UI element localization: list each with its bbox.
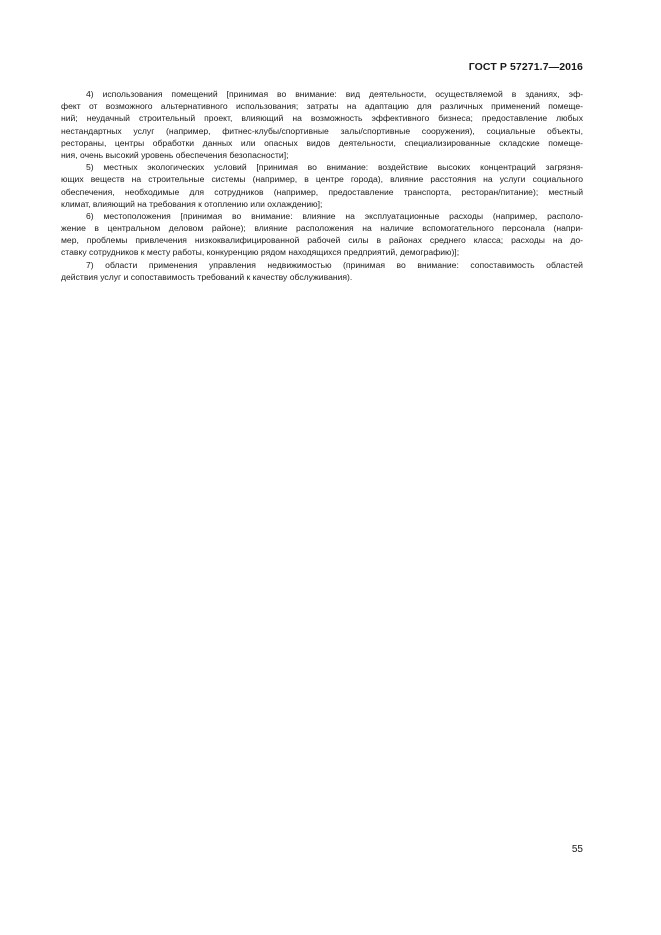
text-line: ний; неудачный строительный проект, влияющий на возможность эффективного бизнеса; предоставление любых xyxy=(61,113,583,124)
paragraph-item-4 xyxy=(61,88,583,161)
text-line: рестораны, центры обработки данных или опасных видов деятельности, специализированные складские помеще- xyxy=(61,137,583,148)
text-line: обеспечения, необходимые для сотрудников (например, предоставление транспорта, ресторан/питание); местный xyxy=(61,186,583,197)
body-text xyxy=(61,88,583,283)
text-line: климат, влияющий на требования к отоплению или охлаждению]; xyxy=(61,198,323,209)
text-line: мер, проблемы привлечения низкоквалифицированной рабочей силы в районах среднего класса; расходы на до- xyxy=(61,235,583,246)
text-line: ющих веществ на строительные системы (например, в центре города), влияние расстояния на услуги социального xyxy=(61,174,583,185)
text-line: ставку сотрудников к месту работы, конкуренцию рядом находящихся предприятий, демографию)]; xyxy=(61,247,460,258)
text-line: ния, очень высокий уровень обеспечения безопасности]; xyxy=(61,149,289,160)
standard-designation: ГОСТ Р 57271.7—2016 xyxy=(468,61,583,73)
text-line: действия услуг и сопоставимость требований к качеству обслуживания). xyxy=(61,271,353,282)
paragraph-item-6 xyxy=(61,210,583,259)
text-line: фект от возможного альтернативного использования; затраты на адаптацию для различных применений помеще- xyxy=(61,101,583,112)
text-line: жение в центральном деловом районе); влияние расположения на наличие вспомогательного персонала (напри- xyxy=(61,223,583,234)
text-line: 6) местоположения [принимая во внимание: влияние на эксплуатационные расходы (например, располо- xyxy=(86,210,583,221)
text-line: нестандартных услуг (например, фитнес-клубы/спортивные залы/спортивные сооружения), социальные объекты, xyxy=(61,125,583,136)
page-number: 55 xyxy=(571,844,583,855)
paragraph-item-7 xyxy=(61,259,583,283)
text-line: 7) области применения управления недвижимостью (принимая во внимание: сопоставимость областей xyxy=(86,259,583,270)
paragraph-item-5 xyxy=(61,161,583,210)
text-line: 4) использования помещений [принимая во внимание: вид деятельности, осуществляемой в зданиях, эф- xyxy=(86,89,583,99)
text-line: 5) местных экологических условий [принимая во внимание: воздействие высоких концентраций загрязня- xyxy=(86,162,583,173)
